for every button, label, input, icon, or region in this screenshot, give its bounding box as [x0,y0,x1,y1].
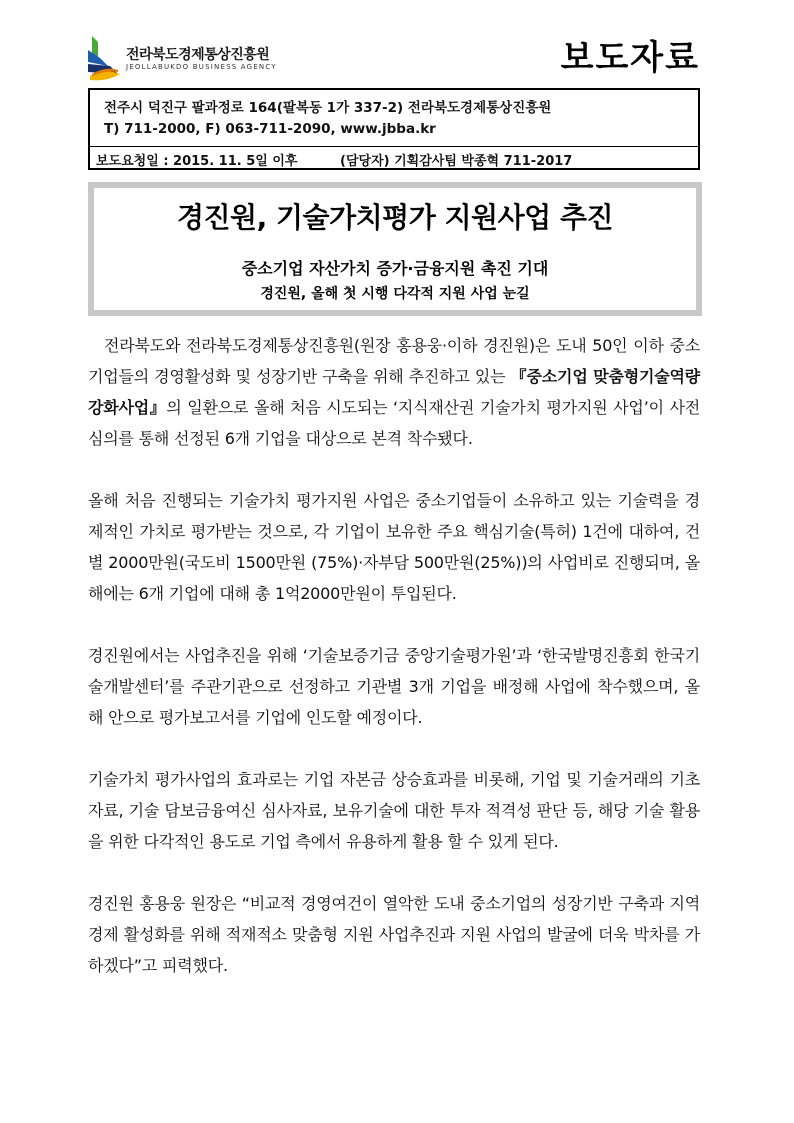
contact-info-box [88,88,700,170]
org-name-english: JEOLLABUKDO BUSINESS AGENCY [126,63,277,71]
release-request-date: 보도요청일 : 2015. 11. 5일 이후 [96,154,298,169]
page-header [88,30,700,82]
contact-person: (담당자) 기획감사팀 박종혁 711-2017 [340,154,573,169]
info-divider [90,146,698,147]
document-type-title: 보도자료 [560,38,700,78]
paragraph-2: 올해 처음 진행되는 기술가치 평가지원 사업은 중소기업들이 소유하고 있는 기술력을 경제적인 가치로 평가받는 것으로, 각 기업이 보유한 주요 핵심기술(특허) 1건에 대하여, 건별 2000만원(국도비 1500만원 (75%)·자부담 500만원(25%))의 사업비로 진행되며, 올해에는 6개 기업에 대해 총 1억2000만원이 투입된다. [88,491,700,603]
agency-contact: T) 711-2000, F) 063-711-2090, www.jbba.kr [104,121,436,137]
paragraph-1-text-b: 의 일환으로 올해 처음 시도되는 ‘지식재산권 기술가치 평가지원 사업’이 사전심의를 통해 선정된 6개 기업을 대상으로 본격 착수됐다. [88,398,700,448]
paragraph-5: 경진원 홍용웅 원장은 “비교적 경영여건이 열악한 도내 중소기업의 성장기반 구축과 지역경제 활성화를 위해 적재적소 맞춤형 지원 사업추진과 지원 사업의 발굴에 더욱 박차를 가하겠다”고 피력했다. [88,894,700,975]
headline-box [88,182,702,316]
subheadline-1: 중소기업 자산가치 증가·금융지원 촉진 기대 [241,259,549,278]
paragraph-1 [88,330,700,454]
article-body [88,330,700,1012]
paragraph-4: 기술가치 평가사업의 효과로는 기업 자본금 상승효과를 비롯해, 기업 및 기술거래의 기초자료, 기술 담보금융여신 심사자료, 보유기술에 대한 투자 적격성 판단 등, 해당 기술 활용을 위한 다각적인 용도로 기업 측에서 유용하게 활용 할 수 있게 된다. [88,770,701,851]
paragraph-3: 경진원에서는 사업추진을 위해 ‘기술보증기금 중앙기술평가원’과 ‘한국발명진흥회 한국기술개발센터’를 주관기관으로 선정하고 기관별 3개 기업을 배정해 사업에 착수했으며, 올해 안으로 평가보고서를 기업에 인도할 예정이다. [88,646,700,727]
program-name: 『중소기업 맞춤형기술역량 강화사업』 [88,367,700,417]
headline: 경진원, 기술가치평가 지원사업 추진 [176,201,614,234]
agency-address: 전주시 덕진구 팔과정로 164(팔복동 1가 337-2) 전라북도경제통상진흥원 [104,100,552,116]
org-name: 전라북도경제통상진흥원 [126,47,270,63]
subheadline-2: 경진원, 올해 첫 시행 다각적 지원 사업 눈길 [260,286,530,302]
release-info-row [96,150,572,169]
paragraph-1-text-a: 전라북도와 전라북도경제통상진흥원(원장 홍용웅·이하 경진원)은 도내 50인 이하 중소기업들의 경영활성화 및 성장기반 구축을 위해 추진하고 있는 [88,336,700,386]
agency-logo-icon [88,36,122,82]
